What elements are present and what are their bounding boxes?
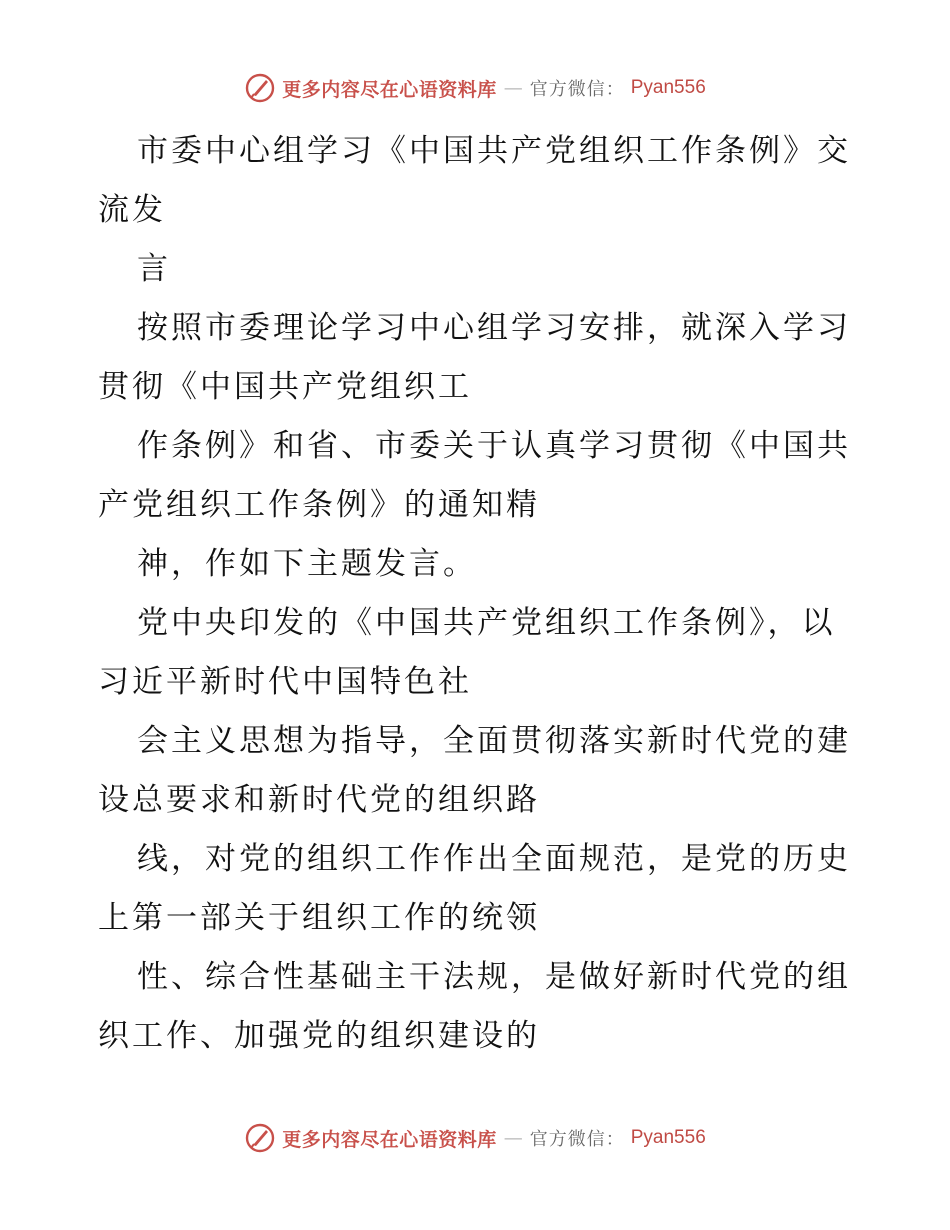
- doc-paragraph-line: 产党组织工作条例》的通知精: [98, 487, 540, 523]
- banner-wechat-label: 官方微信：: [529, 1129, 625, 1150]
- banner-dash: —: [503, 1127, 523, 1149]
- doc-paragraph-line: 设总要求和新时代党的组织路: [98, 782, 540, 818]
- doc-paragraph-line: 会主义思想为指导，全面贯彻落实新时代党的建: [137, 723, 851, 759]
- header-banner: [0, 72, 950, 104]
- doc-paragraph-line: 神，作如下主题发言。: [137, 546, 477, 582]
- banner-site-text: 更多内容尽在心语资料库: [282, 78, 497, 101]
- doc-paragraph-line: 上第一部关于组织工作的统领: [98, 900, 540, 936]
- doc-title-line: 言: [137, 251, 171, 287]
- doc-paragraph-line: 作条例》和省、市委关于认真学习贯彻《中国共: [137, 428, 851, 464]
- quill-logo-icon: [244, 72, 276, 104]
- banner-wechat-id: Pyan556: [630, 1127, 706, 1148]
- doc-paragraph-line: 线，对党的组织工作作出全面规范，是党的历史: [137, 841, 851, 877]
- banner-dash: —: [503, 77, 523, 99]
- quill-logo-icon: [244, 1122, 276, 1154]
- doc-title-line: 流发: [98, 192, 166, 228]
- doc-paragraph-line: 习近平新时代中国特色社: [98, 664, 472, 700]
- banner-wechat-label: 官方微信：: [529, 79, 625, 100]
- doc-paragraph-line: 性、综合性基础主干法规，是做好新时代党的组: [137, 959, 851, 995]
- document-body: [98, 122, 858, 1066]
- footer-banner: [0, 1122, 950, 1154]
- banner-wechat-id: Pyan556: [630, 77, 706, 98]
- doc-paragraph-line: 党中央印发的《中国共产党组织工作条例》，以: [137, 605, 836, 641]
- banner-site-text: 更多内容尽在心语资料库: [282, 1128, 497, 1151]
- doc-paragraph-line: 按照市委理论学习中心组学习安排，就深入学习: [137, 310, 851, 346]
- doc-paragraph-line: 织工作、加强党的组织建设的: [98, 1018, 540, 1054]
- doc-paragraph-line: 贯彻《中国共产党组织工: [98, 369, 472, 405]
- doc-title-line: 市委中心组学习《中国共产党组织工作条例》交: [137, 133, 851, 169]
